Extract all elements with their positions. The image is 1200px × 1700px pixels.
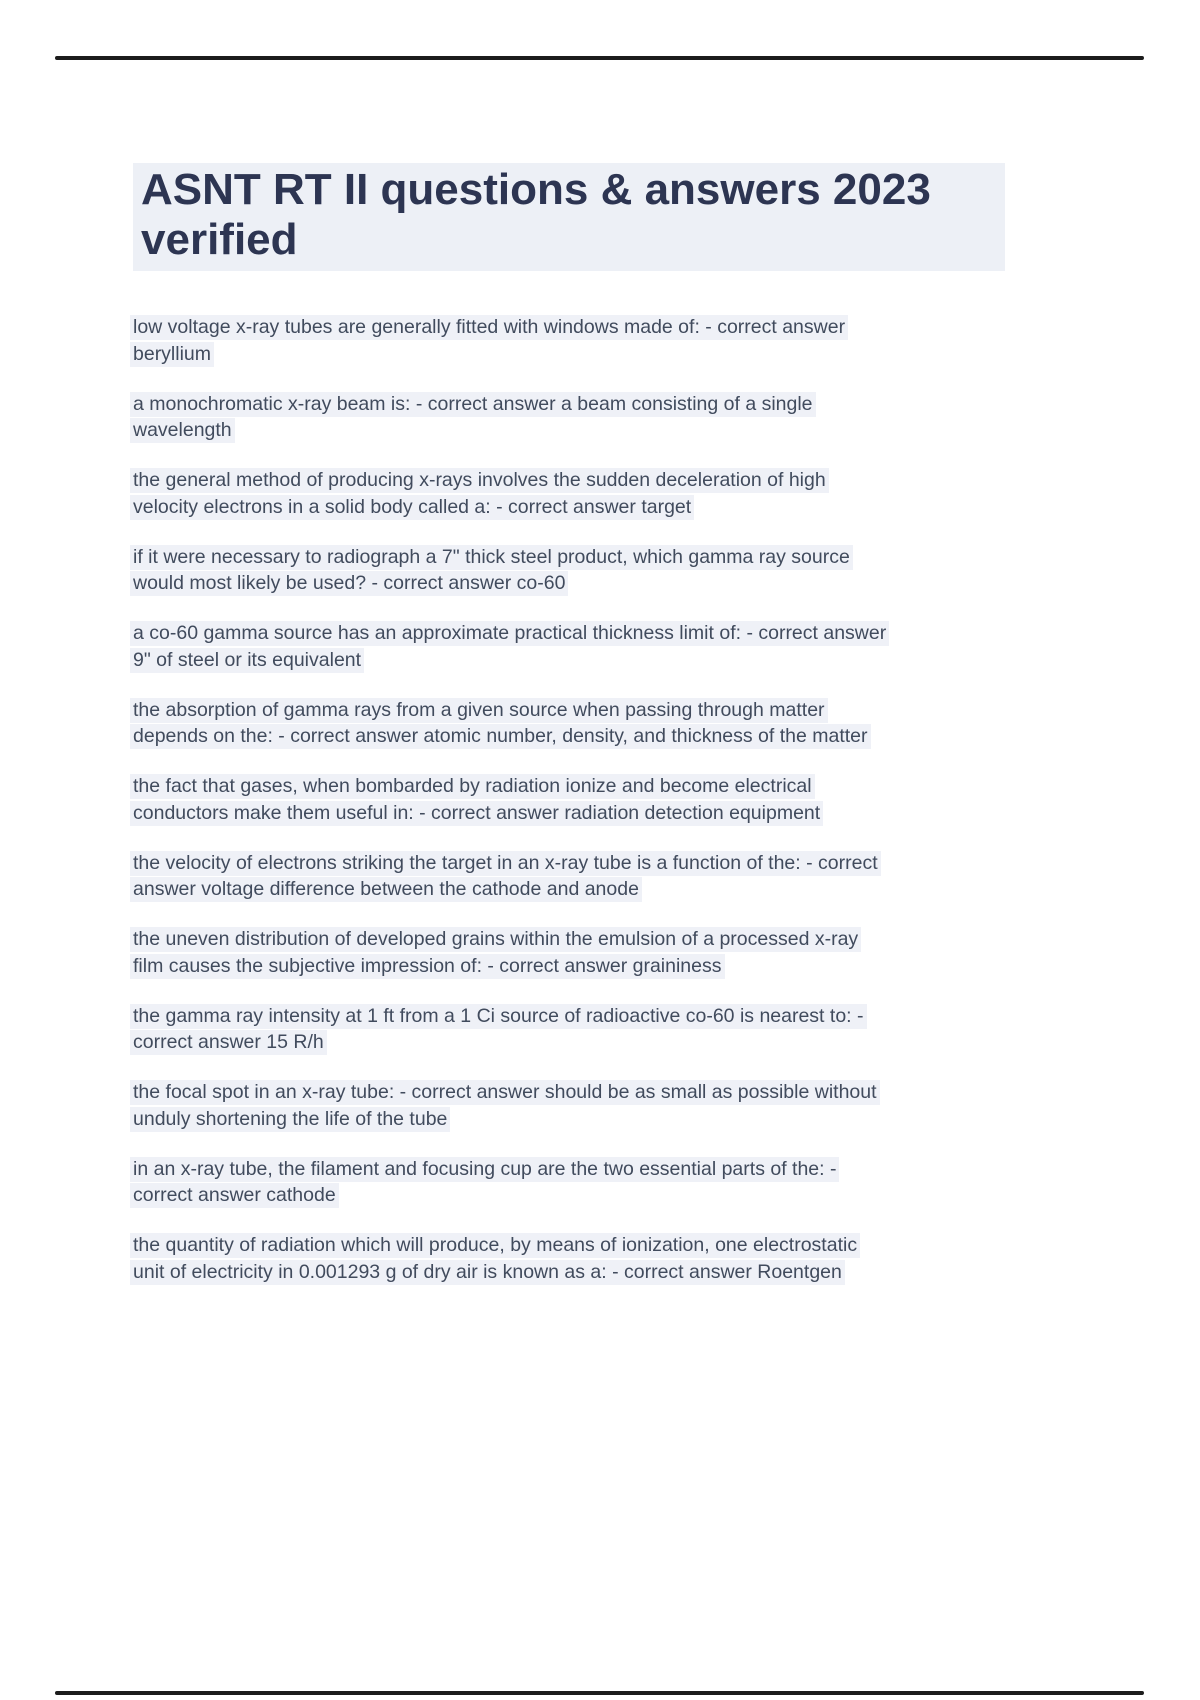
qa-paragraph bbox=[133, 314, 1098, 367]
qa-line-highlight: would most likely be used? - correct answer co-60 bbox=[130, 571, 568, 596]
qa-paragraph bbox=[133, 391, 1098, 444]
page-title-line2: verified bbox=[141, 215, 298, 265]
qa-line-highlight: correct answer cathode bbox=[130, 1183, 339, 1208]
question-answer-list bbox=[133, 314, 1098, 1309]
qa-paragraph bbox=[133, 697, 1098, 750]
qa-line-highlight: 9" of steel or its equivalent bbox=[130, 648, 364, 673]
qa-paragraph bbox=[133, 544, 1098, 597]
qa-line-highlight: unduly shortening the life of the tube bbox=[130, 1107, 450, 1132]
qa-line-highlight: the focal spot in an x-ray tube: - correct answer should be as small as possible without bbox=[130, 1080, 880, 1105]
qa-line-highlight: the quantity of radiation which will produce, by means of ionization, one electrostatic bbox=[130, 1233, 860, 1258]
qa-paragraph bbox=[133, 467, 1098, 520]
qa-line-highlight: the velocity of electrons striking the target in an x-ray tube is a function of the: - correct bbox=[130, 851, 881, 876]
qa-line-highlight: film causes the subjective impression of: - correct answer graininess bbox=[130, 954, 725, 979]
qa-line-highlight: a co-60 gamma source has an approximate practical thickness limit of: - correct answer bbox=[130, 621, 889, 646]
qa-line-highlight: the gamma ray intensity at 1 ft from a 1 Ci source of radioactive co-60 is nearest to: - bbox=[130, 1004, 867, 1029]
top-divider bbox=[55, 56, 1144, 60]
qa-line-highlight: if it were necessary to radiograph a 7" thick steel product, which gamma ray source bbox=[130, 545, 853, 570]
qa-paragraph bbox=[133, 850, 1098, 903]
qa-paragraph bbox=[133, 773, 1098, 826]
qa-paragraph bbox=[133, 1156, 1098, 1209]
page-title bbox=[133, 163, 1005, 271]
qa-line-highlight: low voltage x-ray tubes are generally fitted with windows made of: - correct answer bbox=[130, 315, 848, 340]
qa-paragraph bbox=[133, 620, 1098, 673]
qa-line-highlight: unit of electricity in 0.001293 g of dry air is known as a: - correct answer Roentgen bbox=[130, 1260, 845, 1285]
qa-line-highlight: the fact that gases, when bombarded by radiation ionize and become electrical bbox=[130, 774, 815, 799]
qa-line-highlight: correct answer 15 R/h bbox=[130, 1030, 327, 1055]
qa-line-highlight: in an x-ray tube, the filament and focusing cup are the two essential parts of the: - bbox=[130, 1157, 839, 1182]
qa-line-highlight: a monochromatic x-ray beam is: - correct answer a beam consisting of a single bbox=[130, 392, 816, 417]
qa-paragraph bbox=[133, 926, 1098, 979]
qa-line-highlight: the uneven distribution of developed grains within the emulsion of a processed x-ray bbox=[130, 927, 861, 952]
page-title-line1: ASNT RT II questions & answers 2023 bbox=[141, 165, 931, 215]
bottom-divider bbox=[55, 1691, 1144, 1695]
qa-line-highlight: wavelength bbox=[130, 418, 235, 443]
qa-paragraph bbox=[133, 1003, 1098, 1056]
qa-paragraph bbox=[133, 1079, 1098, 1132]
qa-line-highlight: conductors make them useful in: - correct answer radiation detection equipment bbox=[130, 801, 823, 826]
qa-paragraph bbox=[133, 1232, 1098, 1285]
qa-line-highlight: beryllium bbox=[130, 342, 214, 367]
qa-line-highlight: the absorption of gamma rays from a given source when passing through matter bbox=[130, 698, 828, 723]
qa-line-highlight: the general method of producing x-rays involves the sudden deceleration of high bbox=[130, 468, 829, 493]
qa-line-highlight: depends on the: - correct answer atomic number, density, and thickness of the matter bbox=[130, 724, 871, 749]
qa-line-highlight: velocity electrons in a solid body called a: - correct answer target bbox=[130, 495, 694, 520]
qa-line-highlight: answer voltage difference between the cathode and anode bbox=[130, 877, 642, 902]
